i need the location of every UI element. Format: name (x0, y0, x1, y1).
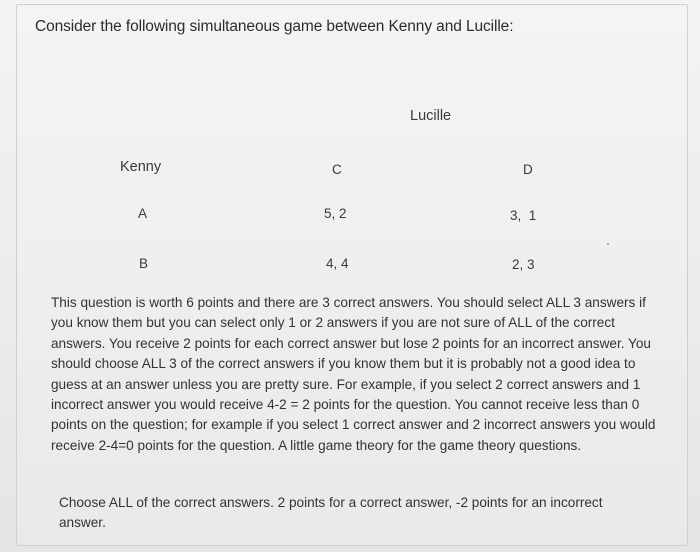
question-prompt: Consider the following simultaneous game between Kenny and Lucille: (35, 18, 514, 35)
payoff-b-c: 4, 4 (326, 256, 349, 271)
question-instructions: This question is worth 6 points and there are 3 correct answers. You should select ALL 3 answers if you know them but you can select only 1 or 2 answers if you are not sure of ALL of the correct answers. You receive 2 points for each correct answer but lose 2 points for an incorrect answer. You should choose ALL 3 of the correct answers if you know them but it is probably not a good idea to guess at an answer unless you are pretty sure. For example, if you select 2 correct answers and 1 incorrect answer you would receive 4-2 = 2 points for the question. You cannot receive less than 0 points on the question; for example if you select 1 correct answer and 2 incorrect answers you would receive 2-4=0 points for the question. A little game theory for the game theory questions. (51, 295, 656, 453)
payoff-a-c: 5, 2 (324, 206, 347, 221)
choose-answers-prompt: Choose ALL of the correct answers. 2 points for a correct answer, -2 points for an incorrect answer. (59, 495, 603, 531)
decorative-speck (607, 243, 609, 245)
column-strategy-c: C (332, 162, 342, 177)
payoff-b-d: 2, 3 (512, 257, 535, 272)
question-card (16, 4, 688, 546)
column-strategy-d: D (523, 162, 533, 177)
row-player-label: Kenny (120, 159, 162, 175)
row-strategy-b: B (139, 256, 149, 271)
row-strategy-a: A (138, 206, 148, 221)
payoff-a-d: 3, 1 (510, 208, 537, 223)
column-player-label: Lucille (410, 108, 452, 124)
